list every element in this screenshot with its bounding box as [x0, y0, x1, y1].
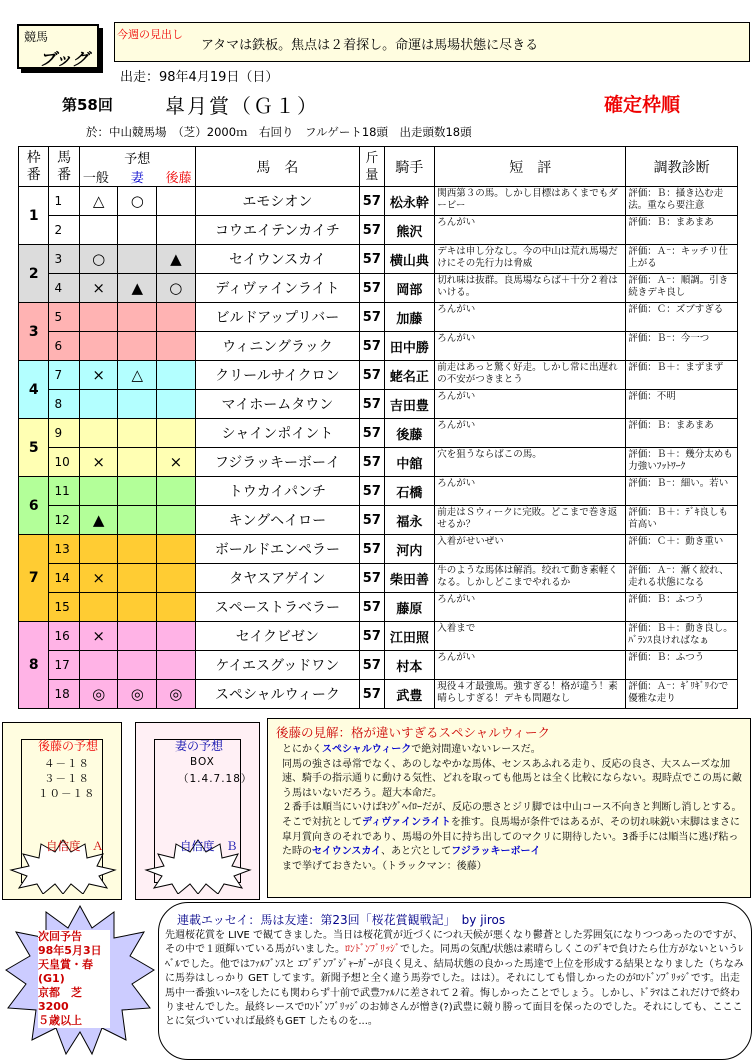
short-comment: ろんがい — [435, 651, 626, 680]
tsuma-confidence: 自信度 Ｂ — [180, 839, 238, 853]
header-prediction-title: 予想 — [124, 151, 151, 167]
horse-name: ビルドアップリバー — [195, 303, 360, 332]
horse-name: ボールドエンペラー — [195, 535, 360, 564]
prediction-wife: △ — [118, 361, 157, 390]
horse-name: セイウンスカイ — [195, 245, 360, 274]
training-diagnosis: 評価：Ａ⁻：キッチリ仕上がる — [626, 245, 738, 274]
short-comment: ろんがい — [435, 477, 626, 506]
race-conditions: 於：中山競馬場 （芝）2000ｍ 右回り フルゲート18頭 出走頭数18頭 — [86, 125, 472, 139]
weight: 57 — [360, 448, 384, 477]
prediction-gotou — [157, 216, 196, 245]
jockey: 岡部 — [384, 274, 435, 303]
horse-number: 11 — [49, 477, 79, 506]
frame-number: 3 — [19, 303, 49, 361]
prediction-gotou — [157, 390, 196, 419]
frame-number: 4 — [19, 361, 49, 419]
horse-number: 9 — [49, 419, 79, 448]
frame-number: 5 — [19, 419, 49, 477]
header-training: 調教診断 — [626, 147, 738, 187]
training-diagnosis: 評価：不明 — [626, 390, 738, 419]
prediction-wife — [118, 245, 157, 274]
prediction-gotou — [157, 361, 196, 390]
prediction-wife — [118, 506, 157, 535]
prediction-wife: ▲ — [118, 274, 157, 303]
frame-number: 8 — [19, 622, 49, 709]
headline-box — [114, 22, 750, 62]
next-race-line: 天皇賞・春(G1) — [38, 958, 93, 985]
prediction-gotou — [157, 651, 196, 680]
training-diagnosis: 評価：Ｂ：まあまあ — [626, 216, 738, 245]
prediction-general: × — [79, 448, 118, 477]
horse-number: 12 — [49, 506, 79, 535]
gotou-pick-line: ３－１８ — [44, 773, 90, 785]
analysis-paragraph: とにかくスペシャルウィークで絶対間違いないレースだ。 — [282, 744, 541, 755]
prediction-wife: ◎ — [118, 680, 157, 709]
training-diagnosis: 評価：Ａ⁻：ｷﾞﾘｷﾞﾘｲﾝで優雅な走り — [626, 680, 738, 709]
prediction-general — [79, 216, 118, 245]
table-row — [19, 303, 738, 332]
highlight-horse: ディヴァインライト — [362, 816, 451, 828]
training-diagnosis: 評価：Ｂ：ふつう — [626, 651, 738, 680]
short-comment: 入着がせいぜい — [435, 535, 626, 564]
next-race-line: 次回予告 — [38, 930, 82, 943]
training-diagnosis: 評価：Ａ⁻：漸く絞れ、走れる状態になる — [626, 564, 738, 593]
short-comment: ろんがい — [435, 332, 626, 361]
frame-number: 7 — [19, 535, 49, 622]
gotou-pick-title: 後藤の予想 — [38, 739, 99, 753]
header-number: 馬番 — [49, 147, 79, 187]
logo-line2: ブッグ — [39, 50, 89, 70]
prediction-wife — [118, 419, 157, 448]
horse-number: 8 — [49, 390, 79, 419]
prediction-gotou — [157, 593, 196, 622]
weight: 57 — [360, 651, 384, 680]
weight: 57 — [360, 216, 384, 245]
horse-name: クリールサイクロン — [195, 361, 360, 390]
prediction-gotou: ◎ — [157, 680, 196, 709]
analysis-title: 後藤の見解：格が違いすぎるスペシャルウィーク — [276, 725, 551, 740]
next-race-line: 98年5月3日 — [38, 944, 102, 957]
analysis-body — [282, 743, 744, 874]
short-comment: ろんがい — [435, 419, 626, 448]
jockey: 松永幹 — [384, 187, 435, 216]
short-comment: 穴を狙うならばこの馬。 — [435, 448, 626, 477]
short-comment: ろんがい — [435, 390, 626, 419]
short-comment: 前走はＳウィークに完敗。どこまで巻き返せるか？ — [435, 506, 626, 535]
horse-name: エモシオン — [195, 187, 360, 216]
horse-name: セイクビゼン — [195, 622, 360, 651]
prediction-gotou — [157, 187, 196, 216]
training-diagnosis: 評価：Ｂ⁻：細い。若い — [626, 477, 738, 506]
jockey: 田中勝 — [384, 332, 435, 361]
horse-name: スペシャルウィーク — [195, 680, 360, 709]
prediction-gotou — [157, 332, 196, 361]
highlight-horse: スペシャルウィーク — [322, 744, 412, 755]
weight: 57 — [360, 680, 384, 709]
jockey: 河内 — [384, 535, 435, 564]
prediction-general: ○ — [79, 245, 118, 274]
prediction-gotou: × — [157, 448, 196, 477]
prediction-general — [79, 651, 118, 680]
horse-number: 7 — [49, 361, 79, 390]
race-name: 皐月賞（Ｇ１） — [165, 94, 319, 118]
race-status: 確定枠順 — [604, 94, 681, 116]
jockey: 藤原 — [384, 593, 435, 622]
prediction-general: × — [79, 564, 118, 593]
analysis-paragraph: 同馬の強さは尋常でなく、あのしなやかな馬体、センスあふれる走り、反応の良さ、大スムーズな加速、騎手の指示通りに動ける気性、どれを取っても他馬とは全く比較にならない。現時点でこの馬に敵う馬はいないだろう。超大本命だ。 — [282, 758, 742, 799]
horse-number: 10 — [49, 448, 79, 477]
weight: 57 — [360, 535, 384, 564]
horse-number: 17 — [49, 651, 79, 680]
highlight-horse: ﾛﾝﾄﾞﾝﾌﾞﾘｯｼﾞ — [345, 944, 400, 956]
header-weight: 斤量 — [360, 147, 384, 187]
race-number: 第58回 — [62, 96, 113, 114]
training-diagnosis: 評価：Ｂ＋：ﾃﾞｷ良しも首高い — [626, 506, 738, 535]
horse-name: ケイエスグッドワン — [195, 651, 360, 680]
tsuma-pick-line: BOX — [190, 756, 215, 768]
header-horse: 馬 名 — [195, 147, 360, 187]
training-diagnosis: 評価：Ｂ＋：まずまず — [626, 361, 738, 390]
entry-table — [18, 146, 738, 709]
prediction-gotou — [157, 303, 196, 332]
weight: 57 — [360, 419, 384, 448]
horse-number: 14 — [49, 564, 79, 593]
prediction-general: × — [79, 361, 118, 390]
table-row — [19, 506, 738, 535]
header-pred-gotou: 後藤 — [165, 170, 192, 186]
horse-name: コウエイテンカイチ — [195, 216, 360, 245]
training-diagnosis: 評価：Ｂ：ふつう — [626, 593, 738, 622]
prediction-gotou: ○ — [157, 274, 196, 303]
jockey: 石橋 — [384, 477, 435, 506]
prediction-general: ▲ — [79, 506, 118, 535]
training-diagnosis: 評価：Ｃ＋：動き重い — [626, 535, 738, 564]
analysis-paragraph: ２番手は順当にいけばｷﾝｸﾞﾍｲﾛｰだが、反応の悪さとジリ脚では中山コース不向きと判断し消しとする。そこで対抗としてディヴァインライトを推す。良馬場が条件ではあるが、その切れ味鋭い末脚はまさに皐月賞向きのそれであり、馬場の外目に持ち出してのマクリに期待したい。3番手には順当に逃げ粘った時のセイウンスカイ、あと穴としてフジラッキーボーイまで挙げておきたい。（トラックマン：後藤） — [282, 802, 742, 872]
prediction-wife — [118, 622, 157, 651]
prediction-wife — [118, 303, 157, 332]
prediction-gotou — [157, 477, 196, 506]
weight: 57 — [360, 506, 384, 535]
weight: 57 — [360, 593, 384, 622]
horse-number: 3 — [49, 245, 79, 274]
short-comment: 前走はあっと驚く好走。しかし常に出遅れの不安がつきまとう — [435, 361, 626, 390]
weight: 57 — [360, 303, 384, 332]
prediction-general: △ — [79, 187, 118, 216]
tsuma-pick-line: （1.4.7.18） — [178, 773, 253, 785]
horse-number: 5 — [49, 303, 79, 332]
logo-line1: 競馬 — [24, 30, 49, 44]
horse-number: 18 — [49, 680, 79, 709]
prediction-wife — [118, 332, 157, 361]
short-comment: デキは申し分なし。今の中山は荒れ馬場だけにその先行力は脅威 — [435, 245, 626, 274]
table-row — [19, 622, 738, 651]
prediction-gotou — [157, 535, 196, 564]
training-diagnosis: 評価：Ｂ⁻：今一つ — [626, 332, 738, 361]
jockey: 後藤 — [384, 419, 435, 448]
weight: 57 — [360, 187, 384, 216]
table-row — [19, 419, 738, 448]
prediction-general — [79, 390, 118, 419]
horse-number: 13 — [49, 535, 79, 564]
prediction-wife — [118, 651, 157, 680]
headline-tag: 今週の見出し — [117, 28, 183, 41]
training-diagnosis: 評価：Ａ⁻：順調。引き続きデキ良し — [626, 274, 738, 303]
weight: 57 — [360, 245, 384, 274]
horse-number: 1 — [49, 187, 79, 216]
jockey: 加藤 — [384, 303, 435, 332]
prediction-general: ◎ — [79, 680, 118, 709]
short-comment: 牛のような馬体は解消。绞れて動き素軽くなる。しかしどこまでやれるか — [435, 564, 626, 593]
table-row — [19, 564, 738, 593]
prediction-gotou — [157, 419, 196, 448]
jockey: 中舘 — [384, 448, 435, 477]
horse-name: シャインポイント — [195, 419, 360, 448]
frame-number: 2 — [19, 245, 49, 303]
table-header-row — [19, 147, 738, 187]
jockey: 村本 — [384, 651, 435, 680]
weight: 57 — [360, 274, 384, 303]
short-comment: 現役４才最強馬。強すぎる！格が違う！素晴らしすぎる！デキも問題なし — [435, 680, 626, 709]
table-row — [19, 680, 738, 709]
table-row — [19, 332, 738, 361]
prediction-general — [79, 332, 118, 361]
table-row — [19, 274, 738, 303]
table-row — [19, 448, 738, 477]
highlight-horse: フジラッキーボーイ — [451, 846, 541, 858]
prediction-gotou — [157, 564, 196, 593]
frame-number: 6 — [19, 477, 49, 535]
table-row — [19, 187, 738, 216]
analysis-box — [267, 718, 751, 898]
prediction-general — [79, 593, 118, 622]
prediction-general — [79, 477, 118, 506]
horse-name: フジラッキーボーイ — [195, 448, 360, 477]
prediction-wife — [118, 564, 157, 593]
horse-name: タヤスアゲイン — [195, 564, 360, 593]
prediction-wife — [118, 593, 157, 622]
horse-number: 16 — [49, 622, 79, 651]
horse-name: ウィニングラック — [195, 332, 360, 361]
prediction-wife — [118, 390, 157, 419]
weight: 57 — [360, 564, 384, 593]
jockey: 武豊 — [384, 680, 435, 709]
jockey: 江田照 — [384, 622, 435, 651]
short-comment: ろんがい — [435, 303, 626, 332]
gotou-pick-line: １０－１８ — [38, 788, 96, 800]
prediction-wife — [118, 216, 157, 245]
gotou-confidence: 自信度 Ａ — [46, 839, 104, 853]
table-row — [19, 651, 738, 680]
prediction-wife — [118, 477, 157, 506]
weight: 57 — [360, 332, 384, 361]
race-date: 出走：98年4月19日（日） — [120, 70, 279, 85]
table-row — [19, 535, 738, 564]
short-comment: 切れ味は抜群。良馬場ならば＋十分２着はいける。 — [435, 274, 626, 303]
horse-name: スペーストラベラー — [195, 593, 360, 622]
prediction-wife — [118, 535, 157, 564]
tsuma-pick-title: 妻の予想 — [175, 739, 224, 753]
training-diagnosis: 評価：Ｂ：掻き込む走法。重なら要注意 — [626, 187, 738, 216]
headline-text: アタマは鉄板。焦点は２着探し。命運は馬場状態に尽きる — [201, 38, 539, 53]
jockey: 福永 — [384, 506, 435, 535]
logo — [17, 24, 99, 69]
table-row — [19, 245, 738, 274]
weight: 57 — [360, 361, 384, 390]
jockey: 蛯名正 — [384, 361, 435, 390]
essay-box — [158, 902, 752, 1060]
horse-number: 4 — [49, 274, 79, 303]
short-comment: 入着まで — [435, 622, 626, 651]
table-row — [19, 477, 738, 506]
header-comment: 短 評 — [435, 147, 626, 187]
prediction-wife: ○ — [118, 187, 157, 216]
header-frame: 枠番 — [19, 147, 49, 187]
short-comment: 関西第３の馬。しかし目標はあくまでもダービー — [435, 187, 626, 216]
horse-name: マイホームタウン — [195, 390, 360, 419]
prediction-general: × — [79, 274, 118, 303]
table-row — [19, 593, 738, 622]
next-race-line: ５歳以上 — [38, 1014, 82, 1027]
essay-body: 先週桜花賞を LIVE で観てきました。当日は桜花賞が近づくにつれ天候が悪くなり鬱蒼とした雰囲気になりつつあったのですが、その中で１頭輝いている馬がいました。ﾛﾝﾄﾞﾝﾌﾞﾘｯｼﾞでした。同馬の気配/状態は素晴らしくこのﾃﾞｷで負けたら仕方がないというﾚﾍﾞﾙでした。他ではﾌｧﾙﾌﾞﾝｽと ｴﾌﾞﾃﾞﾝﾌﾞｼﾞｬｰｶﾞｰが良く見え、結局状態の良かった馬達で上位を形成する結果となりました（ちなみに馬券はしっかり GET してます。新聞予想と全く違う馬券でした。はは）。それにしても惜しかったのがﾛﾝﾄﾞﾝﾌﾞﾘｯｼﾞです。出走馬中一番強いﾚｰｽをしたにも関わらず十前で武豊ﾌｧﾙﾉに差されて２着。悔しかったことでしょう。しかし、ﾄﾞﾗﾏはこれだけで終わりませんでした。最終レースでﾛﾝﾄﾞﾝﾌﾞﾘｯｼﾞのお姉さんが憎き(?)武豊に競り勝って面目を保ったのでした。それにしても、ここことに気づいていれば最終もGET したものを...。 — [165, 930, 744, 1028]
training-diagnosis: 評価：Ｃ：ズブすぎる — [626, 303, 738, 332]
jockey: 柴田善 — [384, 564, 435, 593]
gotou-pick-line: ４－１８ — [44, 758, 90, 770]
short-comment: ろんがい — [435, 216, 626, 245]
essay-title: 連載エッセイ：馬は友達：第23回「桜花賞観戦記」 by jiros — [177, 913, 506, 927]
next-race-line: 京都 芝3200 — [38, 986, 82, 1013]
prediction-general: × — [79, 622, 118, 651]
prediction-gotou — [157, 506, 196, 535]
highlight-horse: セイウンスカイ — [312, 846, 382, 858]
weight: 57 — [360, 622, 384, 651]
table-row — [19, 216, 738, 245]
prediction-gotou — [157, 622, 196, 651]
jockey: 吉田豊 — [384, 390, 435, 419]
jockey: 熊沢 — [384, 216, 435, 245]
weight: 57 — [360, 477, 384, 506]
training-diagnosis: 評価：Ｂ＋：動き良し。ﾊﾞﾗﾝｽ良ければなぁ — [626, 622, 738, 651]
prediction-general — [79, 419, 118, 448]
horse-name: ディヴァインライト — [195, 274, 360, 303]
header-prediction — [79, 147, 195, 187]
horse-number: 15 — [49, 593, 79, 622]
header-jockey: 騎手 — [384, 147, 435, 187]
table-row — [19, 361, 738, 390]
short-comment: ろんがい — [435, 593, 626, 622]
horse-name: トウカイパンチ — [195, 477, 360, 506]
prediction-general — [79, 303, 118, 332]
horse-number: 6 — [49, 332, 79, 361]
training-diagnosis: 評価：Ｂ：まあまあ — [626, 419, 738, 448]
header-pred-wife: 妻 — [130, 170, 144, 186]
prediction-wife — [118, 448, 157, 477]
prediction-general — [79, 535, 118, 564]
horse-number: 2 — [49, 216, 79, 245]
header-pred-general: 一般 — [82, 170, 109, 186]
table-row — [19, 390, 738, 419]
training-diagnosis: 評価：Ｂ＋：幾分太めも力強いﾌｯﾄﾜｰｸ — [626, 448, 738, 477]
jockey: 横山典 — [384, 245, 435, 274]
horse-name: キングヘイロー — [195, 506, 360, 535]
weight: 57 — [360, 390, 384, 419]
next-race-text — [38, 930, 110, 1028]
prediction-gotou: ▲ — [157, 245, 196, 274]
frame-number: 1 — [19, 187, 49, 245]
